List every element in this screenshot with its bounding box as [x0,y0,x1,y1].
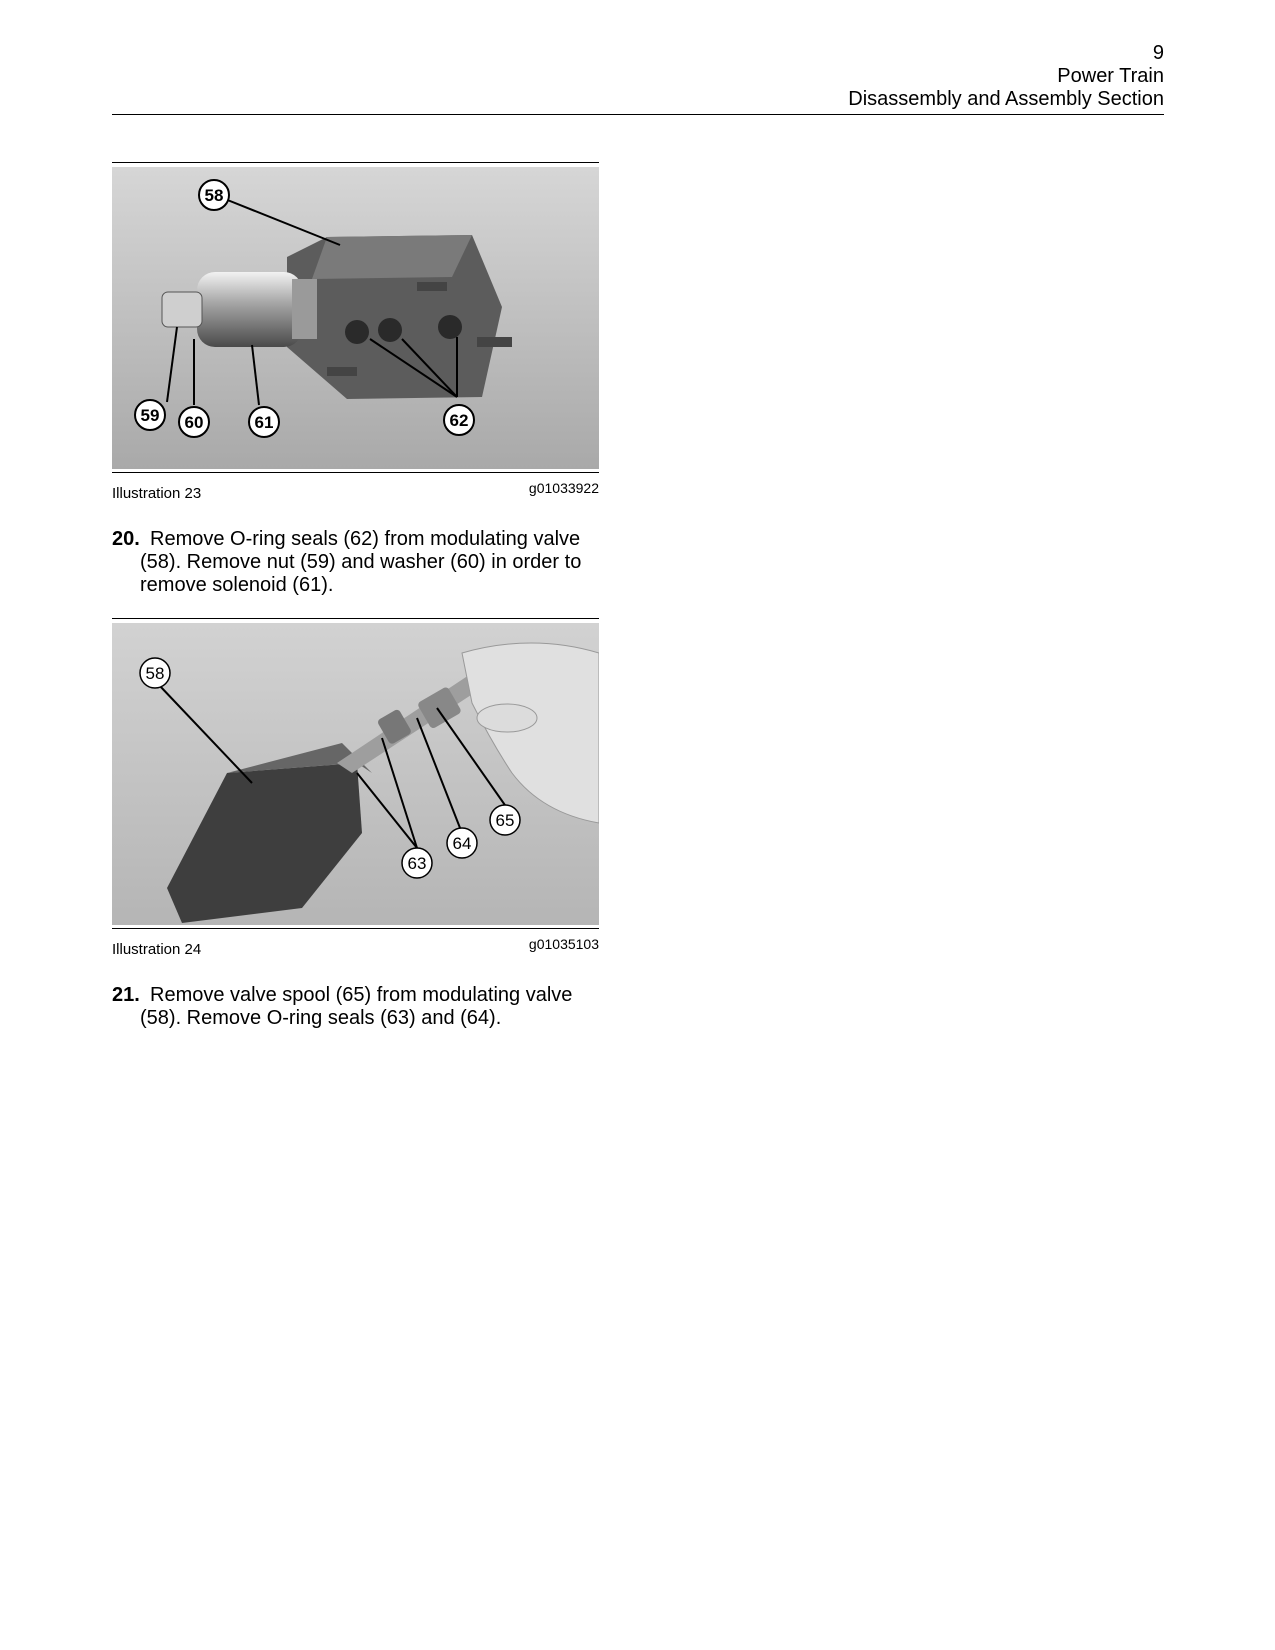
illustration-23-photo [112,167,599,469]
illustration-24-graphic-id: g01035103 [528,936,599,952]
illustration-23-graphic-id: g01033922 [528,480,599,496]
step-20-line-3: remove solenoid (61). [140,574,334,596]
svg-text:58: 58 [204,186,224,205]
svg-text:62: 62 [449,411,469,430]
callout-58 [199,180,229,210]
page-number: 9 [1152,42,1164,64]
illustration-24-photo [112,623,599,925]
step-20-number: 20. [112,528,140,550]
figure1-top-rule [112,162,599,163]
svg-text:64: 64 [452,834,472,853]
illustration-24-caption: Illustration 24 [112,941,202,958]
header-divider [112,114,1164,115]
page-header [112,42,1164,111]
callout-65 [490,805,520,835]
callout-64 [447,828,477,858]
figure2-top-rule [112,618,599,619]
callout-58 [140,658,170,688]
step-20-line-2: (58). Remove nut (59) and washer (60) in order to [140,551,582,573]
step-21-line-2: (58). Remove O-ring seals (63) and (64). [140,1007,502,1029]
step-21 [112,984,612,1030]
illustration-23-caption: Illustration 23 [112,485,202,502]
callout-60 [179,407,209,437]
svg-text:60: 60 [184,413,204,432]
document-title: Power Train [1057,65,1164,87]
step-21-line-1: Remove valve spool (65) from modulating valve [150,984,573,1006]
callout-62 [444,405,474,435]
svg-text:61: 61 [254,413,274,432]
figure2-bottom-rule [112,928,599,929]
figure1-bottom-rule [112,472,599,473]
svg-text:58: 58 [145,664,165,683]
step-20-line-1: Remove O-ring seals (62) from modulating valve [150,528,581,550]
step-21-number: 21. [112,984,140,1006]
callout-63 [402,848,432,878]
step-20 [112,528,612,597]
callout-59 [135,400,165,430]
svg-text:59: 59 [140,406,160,425]
callout-61 [249,407,279,437]
svg-text:65: 65 [495,811,515,830]
section-title: Disassembly and Assembly Section [848,88,1164,110]
svg-text:63: 63 [407,854,427,873]
